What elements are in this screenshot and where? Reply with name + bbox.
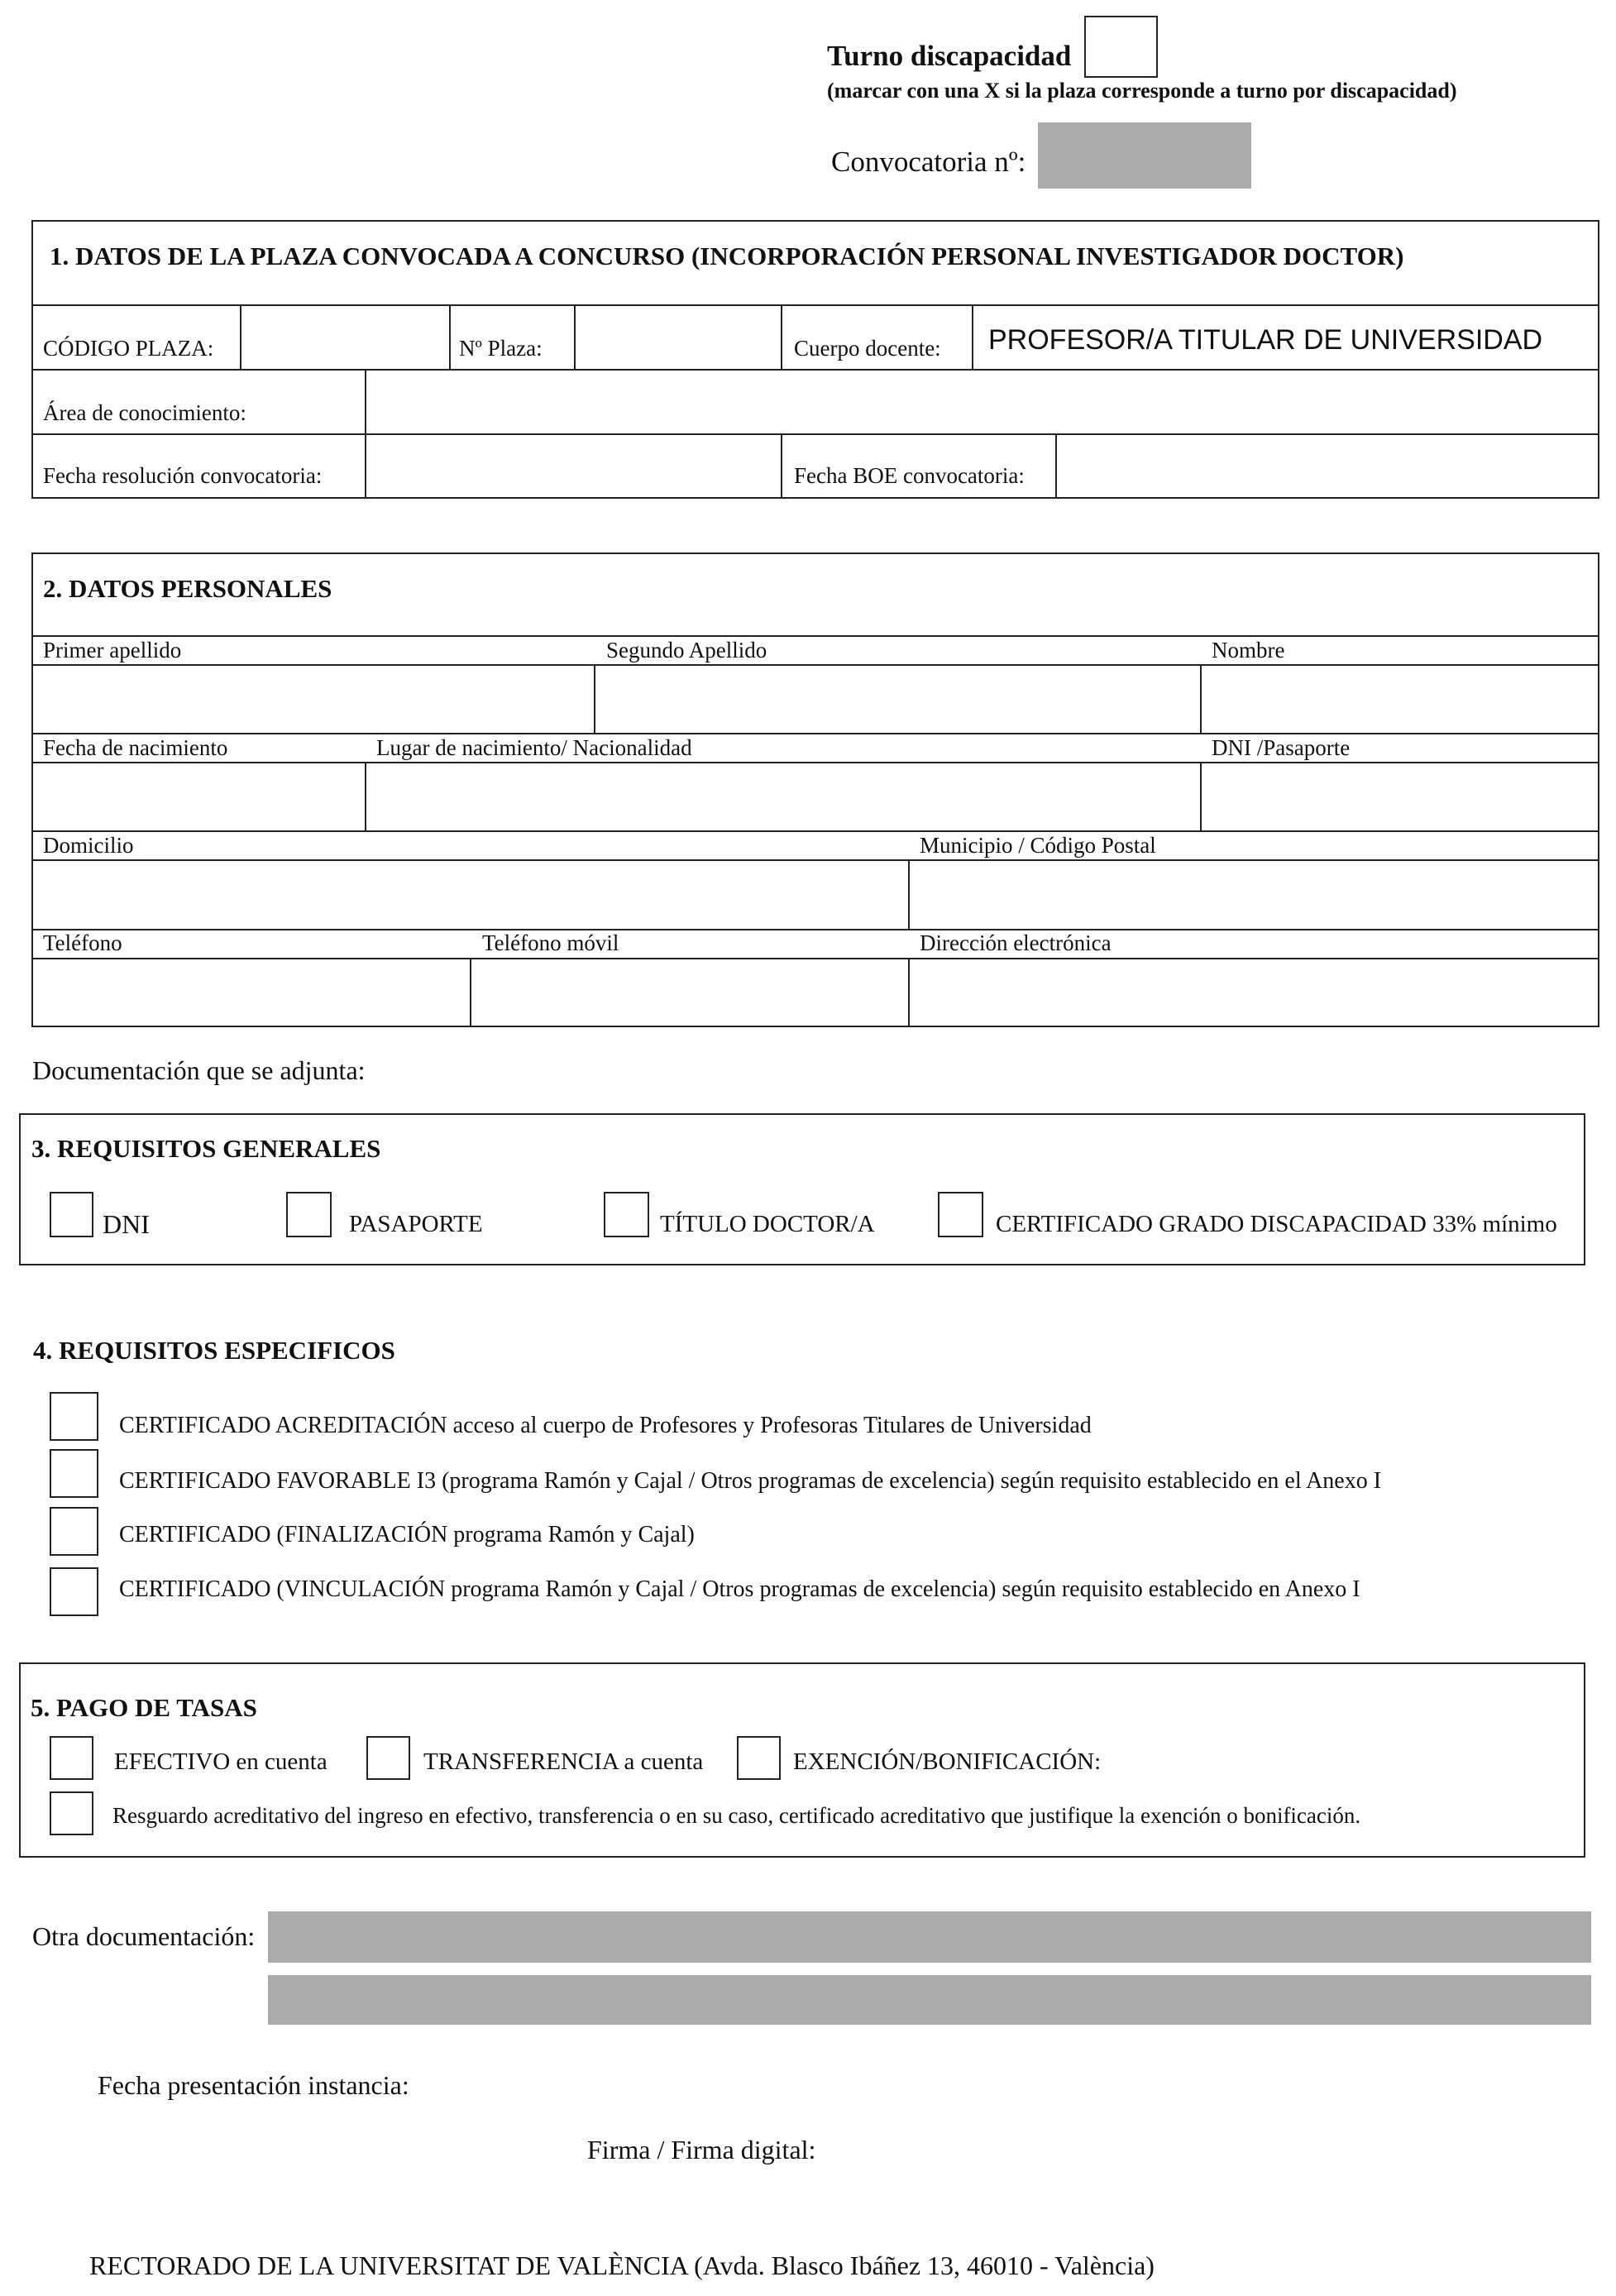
- pasaporte-checkbox[interactable]: [286, 1192, 332, 1237]
- telefono-field[interactable]: [33, 959, 469, 1026]
- cuerpo-docente-value: PROFESOR/A TITULAR DE UNIVERSIDAD: [988, 324, 1543, 356]
- domicilio-label: Domicilio: [43, 833, 134, 858]
- domicilio-field[interactable]: [33, 861, 907, 928]
- area-conocimiento-field[interactable]: [366, 371, 1598, 433]
- divider: [781, 304, 782, 369]
- resguardo-option-label: Resguardo acreditativo del ingreso en efectivo, transferencia o en su caso, certificado acreditativo que justifique la exención o bonificación.: [112, 1803, 1361, 1828]
- dni-pasaporte-label: DNI /Pasaporte: [1212, 735, 1351, 760]
- section-5-title: 5. PAGO DE TASAS: [31, 1693, 257, 1722]
- divider: [449, 304, 451, 369]
- telefono-movil-field[interactable]: [471, 959, 907, 1026]
- vinculacion-checkbox[interactable]: [50, 1567, 98, 1616]
- efectivo-checkbox[interactable]: [50, 1736, 93, 1780]
- primer-apellido-label: Primer apellido: [43, 638, 182, 662]
- dni-pasaporte-field[interactable]: [1202, 763, 1598, 830]
- municipio-field[interactable]: [910, 861, 1598, 928]
- acreditacion-option-label: CERTIFICADO ACREDITACIÓN acceso al cuerpo de Profesores y Profesoras Titulares de Universidad: [119, 1413, 1092, 1438]
- titulo-doctor-checkbox[interactable]: [604, 1192, 649, 1237]
- divider: [972, 304, 973, 369]
- discapacidad-certificado-option-label: CERTIFICADO GRADO DISCAPACIDAD 33% mínimo: [996, 1211, 1557, 1237]
- codigo-plaza-field[interactable]: [241, 306, 448, 368]
- efectivo-option-label: EFECTIVO en cuenta: [114, 1748, 328, 1775]
- n-plaza-field[interactable]: [576, 306, 780, 368]
- section-1-title: 1. DATOS DE LA PLAZA CONVOCADA A CONCURSO (INCORPORACIÓN PERSONAL INVESTIGADOR DOCTOR): [50, 242, 1404, 270]
- discapacidad-certificado-checkbox[interactable]: [938, 1192, 983, 1237]
- email-label: Dirección electrónica: [920, 930, 1112, 955]
- primer-apellido-field[interactable]: [33, 666, 593, 732]
- firma-label: Firma / Firma digital:: [587, 2135, 816, 2164]
- segundo-apellido-field[interactable]: [595, 666, 1199, 732]
- exencion-checkbox[interactable]: [737, 1736, 781, 1780]
- lugar-nacimiento-field[interactable]: [366, 763, 1199, 830]
- favorable-i3-checkbox[interactable]: [50, 1449, 98, 1498]
- turno-discapacidad-checkbox[interactable]: [1084, 16, 1158, 78]
- transferencia-option-label: TRANSFERENCIA a cuenta: [423, 1748, 704, 1775]
- dni-option-label: DNI: [103, 1209, 150, 1239]
- transferencia-checkbox[interactable]: [366, 1736, 410, 1780]
- municipio-label: Municipio / Código Postal: [920, 833, 1156, 858]
- divider: [31, 830, 1599, 832]
- resguardo-checkbox[interactable]: [50, 1791, 93, 1835]
- vinculacion-option-label: CERTIFICADO (VINCULACIÓN programa Ramón y Cajal / Otros programas de excelencia) según requisito establecido en Anexo I: [119, 1576, 1360, 1602]
- dni-checkbox[interactable]: [50, 1192, 93, 1237]
- fecha-nacimiento-field[interactable]: [33, 763, 364, 830]
- lugar-nacimiento-label: Lugar de nacimiento/ Nacionalidad: [376, 735, 692, 760]
- titulo-doctor-option-label: TÍTULO DOCTOR/A: [660, 1211, 875, 1237]
- n-plaza-label: Nº Plaza:: [459, 336, 543, 361]
- cuerpo-docente-label: Cuerpo docente:: [794, 336, 941, 361]
- finalizacion-option-label: CERTIFICADO (FINALIZACIÓN programa Ramón y Cajal): [119, 1522, 695, 1547]
- segundo-apellido-label: Segundo Apellido: [606, 638, 767, 662]
- turno-note: (marcar con una X si la plaza corresponde a turno por discapacidad): [827, 79, 1457, 103]
- divider: [31, 929, 1599, 930]
- section-3-title: 3. REQUISITOS GENERALES: [31, 1134, 381, 1163]
- fecha-resolucion-field[interactable]: [366, 435, 780, 497]
- footer-address: RECTORADO DE LA UNIVERSITAT DE VALÈNCIA (Avda. Blasco Ibáñez 13, 46010 - València): [89, 2251, 1155, 2280]
- telefono-movil-label: Teléfono móvil: [482, 930, 619, 955]
- convocatoria-field[interactable]: [1038, 122, 1251, 189]
- area-conocimiento-label: Área de conocimiento:: [43, 400, 246, 425]
- exencion-option-label: EXENCIÓN/BONIFICACIÓN:: [793, 1748, 1102, 1775]
- fecha-boe-field[interactable]: [1057, 435, 1598, 497]
- codigo-plaza-label: CÓDIGO PLAZA:: [43, 336, 214, 361]
- email-field[interactable]: [910, 959, 1598, 1026]
- turno-label: Turno discapacidad: [827, 40, 1072, 72]
- fecha-nacimiento-label: Fecha de nacimiento: [43, 735, 228, 760]
- divider: [781, 433, 782, 499]
- nombre-label: Nombre: [1212, 638, 1285, 662]
- fecha-boe-label: Fecha BOE convocatoria:: [794, 463, 1025, 488]
- convocatoria-label: Convocatoria nº:: [831, 146, 1026, 178]
- otra-documentacion-field-1[interactable]: [268, 1911, 1591, 1963]
- otra-documentacion-label: Otra documentación:: [32, 1921, 256, 1951]
- fecha-presentacion-label: Fecha presentación instancia:: [98, 2070, 409, 2100]
- favorable-i3-option-label: CERTIFICADO FAVORABLE I3 (programa Ramón y Cajal / Otros programas de excelencia) según requisito establecido en el Anexo I: [119, 1468, 1382, 1494]
- documentacion-label: Documentación que se adjunta:: [32, 1055, 366, 1085]
- fecha-resolucion-label: Fecha resolución convocatoria:: [43, 463, 323, 488]
- telefono-label: Teléfono: [43, 930, 122, 955]
- divider: [31, 733, 1599, 734]
- nombre-field[interactable]: [1202, 666, 1598, 732]
- section-2-title: 2. DATOS PERSONALES: [43, 574, 332, 603]
- acreditacion-checkbox[interactable]: [50, 1392, 98, 1441]
- otra-documentacion-field-2[interactable]: [268, 1975, 1591, 2025]
- section-4-title: 4. REQUISITOS ESPECIFICOS: [33, 1336, 395, 1365]
- divider: [31, 635, 1599, 637]
- pasaporte-option-label: PASAPORTE: [349, 1211, 483, 1237]
- finalizacion-checkbox[interactable]: [50, 1507, 98, 1556]
